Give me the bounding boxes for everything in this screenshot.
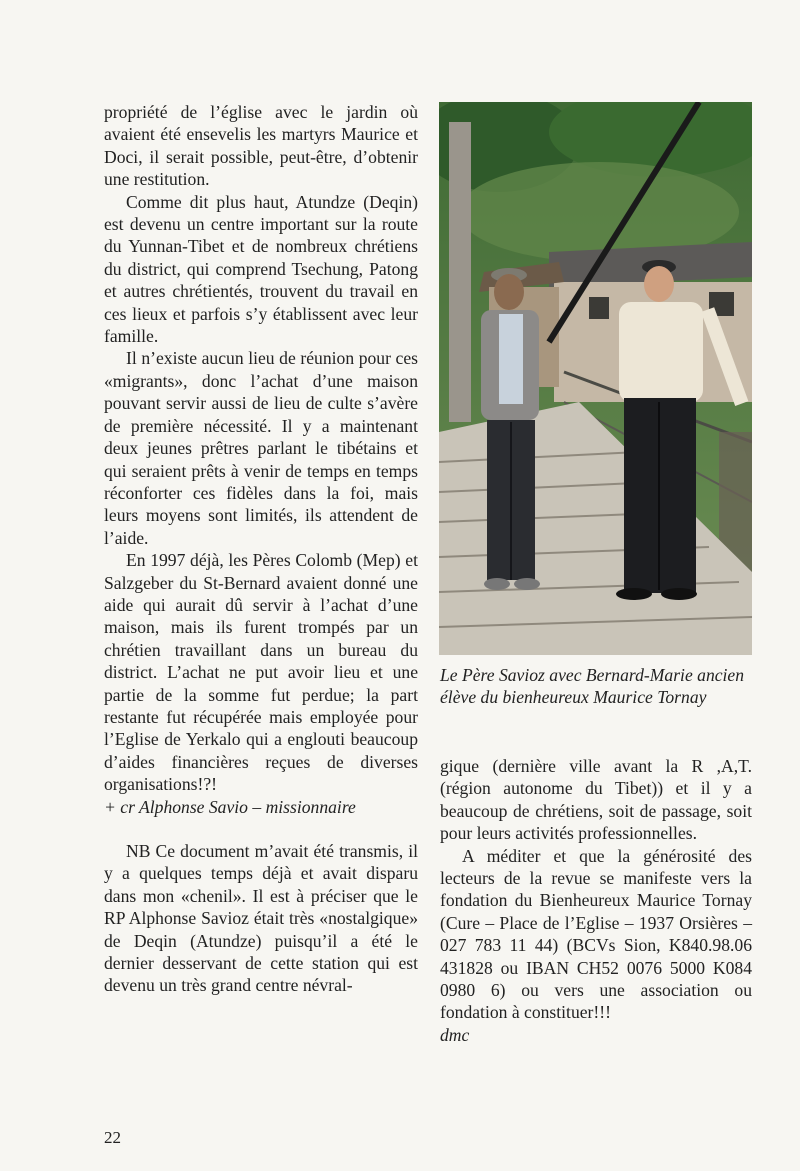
page-number: 22 — [104, 1128, 121, 1147]
paragraph: Comme dit plus haut, Atundze (Deqin) est devenu un centre important sur la route du Yunnan-Tibet et de nombreux chrétiens du district, qui comprend Tsechung, Patong et autres chrétientés, trouvent du travail en ces lieux et parfois s’y établissent avec leur famille. — [104, 191, 418, 347]
signature: dmc — [440, 1024, 470, 1045]
left-column — [104, 101, 418, 997]
paragraph: propriété de l’église avec le jardin où avaient été ensevelis les martyrs Maurice et Doci, il serait possible, peut-être, d’obtenir une restitution. — [104, 102, 418, 190]
right-column — [440, 755, 752, 1046]
photo — [439, 102, 752, 655]
nb-paragraph: NB Ce document m’avait été transmis, il y a quelques temps déjà et avait disparu dans mon «chenil». Il est à préciser que le RP Alphonse Savioz était très «nostalgique» de Deqin (Atundze) puisqu’il a été le dernier desservant de cette station qui est devenu un très grand centre névral- — [104, 841, 418, 996]
paragraph: Il n’existe aucun lieu de réunion pour ces «migrants», donc l’achat d’une maison pouvant servir aussi de lieu de culte s’avère de première nécessité. Il y a maintenant deux jeunes prêtres parlant le tibétains et qui seraient prêts à venir de temps en temps réconforter ces fidèles dans la foi, mais leurs moyens sont limités, ils attendent de l’aide. — [104, 348, 418, 548]
paragraph: A méditer et que la générosité des lecteurs de la revue se manifeste vers la fondation du Bienheureux Maurice Tornay (Cure – Place de l’Eglise – 1937 Orsières – 027 783 11 44) (BCVs Sion, K840.98.06 431828 ou IBAN CH52 0076 5000 K084 0980 6) ou vers une association ou fondation à constituer!!! — [440, 845, 752, 1023]
photo-caption: Le Père Savioz avec Bernard-Marie ancien élève du bienheureux Maurice Tornay — [440, 665, 745, 707]
paragraph: gique (dernière ville avant la R ,A,T. (région autonome du Tibet)) et il y a beaucoup de chrétiens, soit de passage, soit pour leurs activités professionnelles. — [440, 756, 752, 844]
paragraph: En 1997 déjà, les Pères Colomb (Mep) et Salzgeber du St-Bernard avaient donné une aide qui aurait dû servir à l’achat d’une maison, mais ils furent trompés par un chrétien travaillant dans un bureau du district. L’achat ne put avoir lieu et une partie de la somme fut perdue; la part restante fut récupérée mais employée pour l’Eglise de Yerkalo qui a englouti beaucoup d’aides financières reçues de diverses organisations!?! — [104, 550, 418, 795]
spacer — [104, 818, 418, 840]
signature: + cr Alphonse Savio – missionnaire — [104, 796, 356, 817]
